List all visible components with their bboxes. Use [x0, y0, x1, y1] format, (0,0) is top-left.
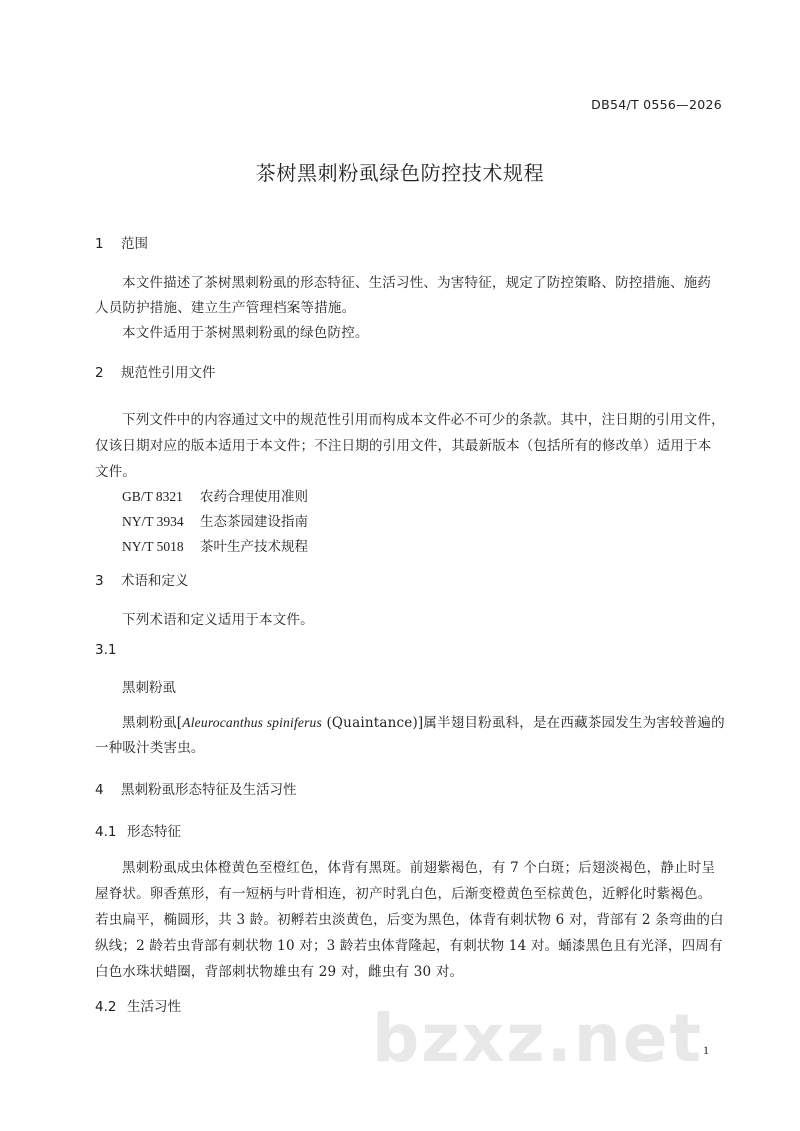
paragraph-line: 白色水珠状蜡圈，背部刺状物雄虫有 29 对，雌虫有 30 对。	[95, 964, 464, 980]
section-number: 2	[95, 365, 104, 381]
scientific-name: Aleurocanthus spiniferus	[182, 715, 322, 730]
section-heading-morphology	[95, 778, 297, 798]
subsection-title: 生活习性	[127, 999, 181, 1015]
section-number: 1	[95, 236, 104, 252]
reference-item	[122, 510, 308, 530]
reference-item	[122, 485, 308, 505]
subsection-number: 4.1	[95, 824, 117, 840]
section-title: 范围	[121, 236, 148, 252]
term-definition-line	[122, 711, 725, 731]
paragraph-line: 黑刺粉虱成虫体橙黄色至橙红色，体背有黑斑。前翅紫褐色，有 7 个白斑；后翅淡褐色，静止时呈	[122, 860, 716, 876]
document-title: 茶树黑刺粉虱绿色防控技术规程	[255, 161, 545, 185]
paragraph-line: 本文件描述了茶树黑刺粉虱的形态特征、生活习性、为害特征，规定了防控策略、防控措施、施药	[122, 275, 712, 291]
reference-item	[122, 535, 308, 555]
section-title: 黑刺粉虱形态特征及生活习性	[121, 782, 297, 798]
section-heading-normative-references	[95, 361, 216, 381]
reference-name: 茶叶生产技术规程	[200, 539, 308, 554]
standard-code: DB54/T 0556—2026	[591, 97, 722, 112]
section-heading-terms	[95, 569, 189, 589]
section-title: 术语和定义	[121, 573, 189, 589]
subsection-title: 形态特征	[127, 824, 181, 840]
paragraph-line: 本文件适用于茶树黑刺粉虱的绿色防控。	[122, 325, 369, 341]
reference-name: 农药合理使用准则	[200, 489, 308, 504]
reference-id: NY/T 3934	[122, 514, 184, 529]
paragraph-line: 下列文件中的内容通过文中的规范性引用而构成本文件必不可少的条款。其中，注日期的引用文件，	[122, 412, 725, 428]
paragraph-line: 纵线；2 龄若虫背部有刺状物 10 对；3 龄若虫体背隆起，有刺状物 14 对。蛹漆黑色且有光泽，四周有	[95, 938, 723, 954]
subsection-number: 4.2	[95, 999, 117, 1015]
term-definition-line: 一种吸汁类害虫。	[95, 740, 205, 756]
paragraph-line: 仅该日期对应的版本适用于本文件；不注日期的引用文件，其最新版本（包括所有的修改单）适用于本	[95, 438, 712, 454]
definition-suffix: (Quaintance)]属半翅目粉虱科，是在西藏茶园发生为害较普遍的	[321, 715, 725, 731]
term-name: 黑刺粉虱	[122, 680, 176, 696]
section-number: 3	[95, 573, 104, 589]
paragraph-line: 下列术语和定义适用于本文件。	[122, 612, 314, 628]
paragraph-line: 若虫扁平，椭圆形，共 3 龄。初孵若虫淡黄色，后变为黑色，体背有刺状物 6 对，背部有 2 条弯曲的白	[95, 912, 724, 928]
paragraph-line: 屋脊状。卵香蕉形，有一短柄与叶背相连，初产时乳白色，后渐变橙黄色至棕黄色，近孵化时紫褐色。	[95, 886, 712, 902]
paragraph-line: 人员防护措施、建立生产管理档案等措施。	[95, 300, 356, 316]
reference-id: GB/T 8321	[122, 489, 183, 504]
section-number: 4	[95, 782, 104, 798]
page-number: 1	[703, 1043, 709, 1057]
definition-prefix: 黑刺粉虱[	[122, 715, 183, 731]
subsection-heading-morphology	[95, 820, 181, 840]
subsection-heading-habits	[95, 995, 181, 1015]
section-title: 规范性引用文件	[121, 365, 216, 381]
section-heading-scope	[95, 232, 148, 252]
subclause-number: 3.1	[95, 642, 117, 658]
reference-id: NY/T 5018	[122, 539, 184, 554]
reference-name: 生态茶园建设指南	[200, 514, 308, 529]
watermark: bzxz.net	[372, 1000, 704, 1077]
paragraph-line: 文件。	[95, 464, 137, 480]
